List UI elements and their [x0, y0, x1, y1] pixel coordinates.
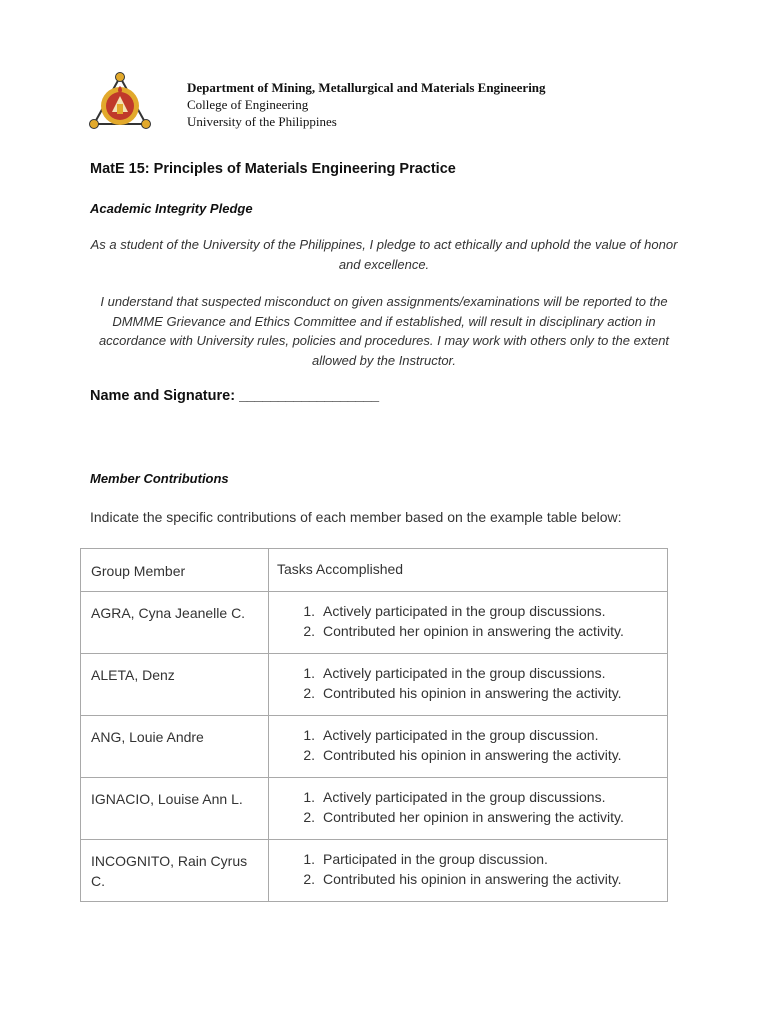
- tasks-cell: [269, 839, 668, 901]
- task-item: [277, 787, 659, 808]
- task-list: [277, 725, 659, 766]
- task-text: Actively participated in the group discussion.: [323, 726, 599, 743]
- task-item: [277, 869, 659, 890]
- group-member-cell: ANG, Louie Andre: [81, 715, 269, 777]
- university-name: University of the Philippines: [187, 114, 337, 129]
- task-list: [277, 601, 659, 642]
- task-number: 2.: [303, 747, 315, 763]
- task-text: Contributed his opinion in answering the activity.: [323, 871, 622, 887]
- task-text: Actively participated in the group discussions.: [323, 788, 606, 805]
- table-header-row: [81, 549, 668, 592]
- contributions-table: [80, 548, 668, 902]
- group-member-cell: ALETA, Denz: [81, 653, 269, 715]
- document-header: [88, 72, 688, 136]
- task-text: Participated in the group discussion.: [323, 850, 548, 867]
- task-item: [277, 683, 659, 704]
- task-list: [277, 663, 659, 704]
- task-text: Actively participated in the group discussions.: [323, 664, 606, 681]
- group-member-cell: INCOGNITO, Rain Cyrus C.: [81, 839, 269, 901]
- task-text: Contributed his opinion in answering the activity.: [323, 685, 622, 701]
- task-number: 2.: [303, 871, 315, 887]
- tasks-cell: [269, 653, 668, 715]
- task-number: 2.: [303, 623, 315, 639]
- institution-info: [187, 79, 546, 130]
- task-list: [277, 787, 659, 828]
- tasks-cell: [269, 777, 668, 839]
- table-row: [81, 839, 668, 901]
- department-seal-icon: [88, 72, 152, 134]
- group-member-cell: IGNACIO, Louise Ann L.: [81, 777, 269, 839]
- pledge-paragraph-2: I understand that suspected misconduct on given assignments/examinations will be reported to the DMMME Grievance and Ethics Committee and if established, will result in disciplinary action in accordance with University rules, policies and procedures. I may work with others only to the extent allowed by the Instructor.: [98, 294, 670, 368]
- task-text: Contributed her opinion in answering the activity.: [323, 809, 624, 825]
- signature-label: Name and Signature:: [90, 388, 236, 404]
- column-header-member: Group Member: [81, 549, 269, 592]
- pledge-paragraph-1: As a student of the University of the Philippines, I pledge to act ethically and uphold the value of honor and excellence.: [90, 237, 678, 272]
- task-number: 1.: [303, 602, 315, 619]
- department-logo: [88, 72, 152, 134]
- task-text: Contributed his opinion in answering the activity.: [323, 747, 622, 763]
- college-name: College of Engineering: [187, 97, 309, 112]
- task-item: [277, 621, 659, 642]
- table-row: [81, 777, 668, 839]
- task-number: 2.: [303, 685, 315, 701]
- task-item: [277, 601, 659, 622]
- column-header-tasks: Tasks Accomplished: [269, 549, 668, 592]
- task-number: 1.: [303, 850, 315, 867]
- task-number: 2.: [303, 809, 315, 825]
- table-instructions: Indicate the specific contributions of each member based on the example table below:: [90, 509, 622, 525]
- table-row: [81, 653, 668, 715]
- table-row: [81, 591, 668, 653]
- task-item: [277, 663, 659, 684]
- tasks-cell: [269, 715, 668, 777]
- task-text: Actively participated in the group discussions.: [323, 602, 606, 619]
- course-title: MatE 15: Principles of Materials Engineering Practice: [90, 161, 456, 177]
- tasks-cell: [269, 591, 668, 653]
- task-text: Contributed her opinion in answering the activity.: [323, 623, 624, 639]
- task-number: 1.: [303, 664, 315, 681]
- table-row: [81, 715, 668, 777]
- task-list: [277, 849, 659, 890]
- department-name: Department of Mining, Metallurgical and Materials Engineering: [187, 80, 546, 95]
- group-member-cell: AGRA, Cyna Jeanelle C.: [81, 591, 269, 653]
- task-item: [277, 725, 659, 746]
- signature-field: [90, 388, 379, 404]
- task-item: [277, 849, 659, 870]
- task-item: [277, 807, 659, 828]
- task-number: 1.: [303, 726, 315, 743]
- member-contributions-heading: Member Contributions: [90, 471, 229, 486]
- task-number: 1.: [303, 788, 315, 805]
- signature-line: __________________: [239, 388, 379, 404]
- task-item: [277, 745, 659, 766]
- pledge-heading: Academic Integrity Pledge: [90, 201, 253, 216]
